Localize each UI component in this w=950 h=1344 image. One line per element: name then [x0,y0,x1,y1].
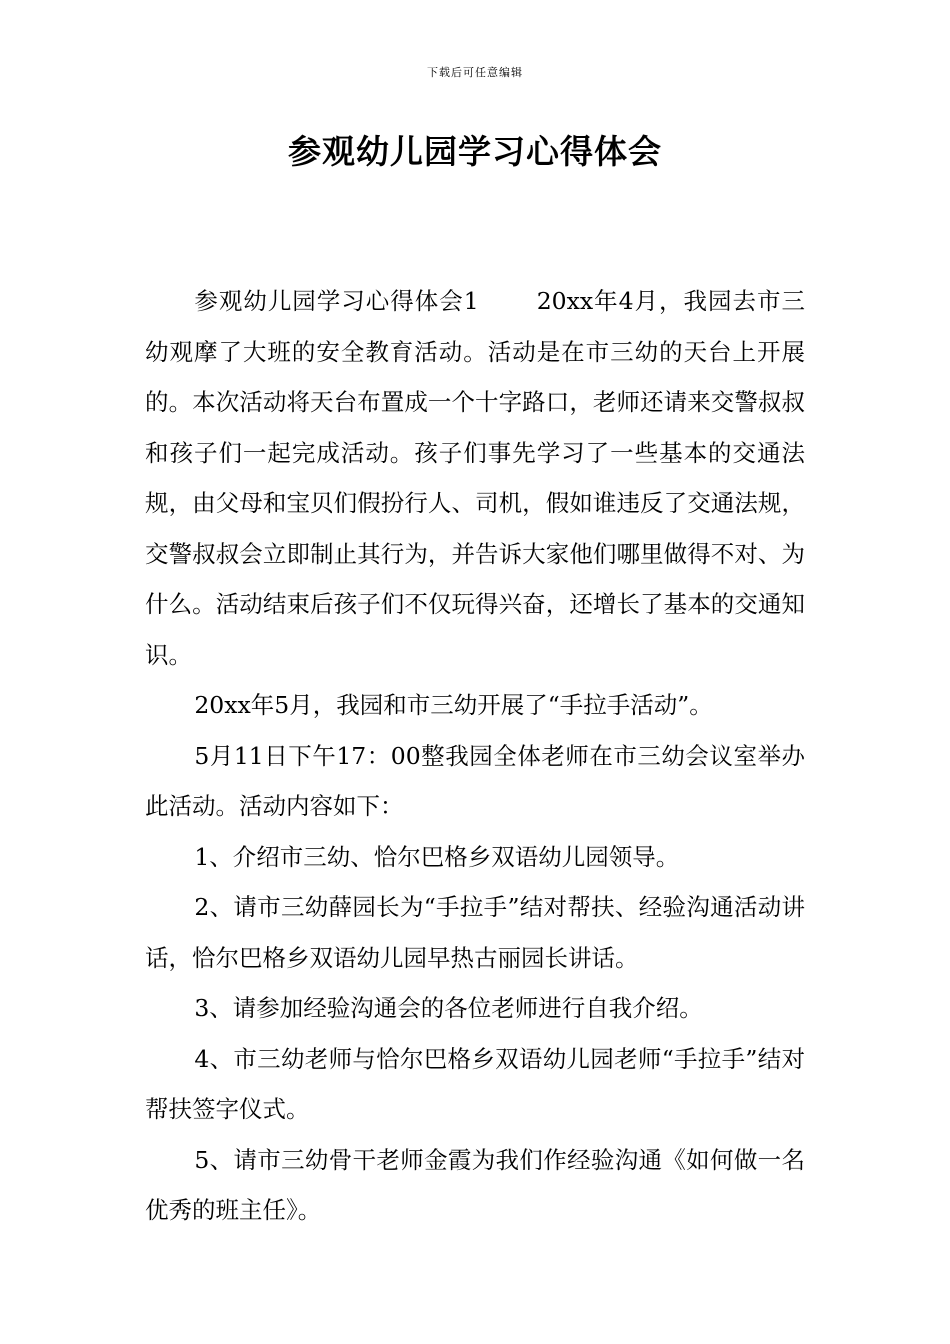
document-title: 参观幼儿园学习心得体会 [288,132,662,171]
paragraph-6: 3、请参加经验沟通会的各位老师进行自我介绍。 [194,994,703,1022]
paragraph-5: 2、请市三幼薛园长为“手拉手”结对帮扶、经验沟通活动讲话，恰尔巴格乡双语幼儿园早热古丽园长讲话。 [145,893,805,972]
paragraph-7: 4、市三幼老师与恰尔巴格乡双语幼儿园老师“手拉手”结对帮扶签字仪式。 [145,1044,805,1123]
paragraph-1-heading: 参观幼儿园学习心得体会1 [194,287,479,315]
paragraph-4: 1、介绍市三幼、恰尔巴格乡双语幼儿园领导。 [194,842,680,871]
paragraph-2: 20xx年5月，我园和市三幼开展了“手拉手活动”。 [194,691,713,719]
header-note: 下载后可任意编辑 [427,66,523,79]
paragraph-3: 5月11日下午17：00整我园全体老师在市三幼会议室举办此活动。活动内容如下： [145,741,805,820]
paragraph-1 [145,276,805,680]
paragraph-8: 5、请市三幼骨干老师金霞为我们作经验沟通《如何做一名优秀的班主任》。 [145,1145,805,1224]
paragraph-1-text: 20xx年4月，我园去市三幼观摩了大班的安全教育活动。活动是在市三幼的天台上开展的。本次活动将天台布置成一个十字路口，老师还请来交警叔叔和孩子们一起完成活动。孩子们事先学习了一些基本的交通法规，由父母和宝贝们假扮行人、司机，假如谁违反了交通法规，交警叔叔会立即制止其行为，并告诉大家他们哪里做得不对、为什么。活动结束后孩子们不仅玩得兴奋，还增长了基本的交通知识。 [145,287,805,669]
document-body [145,276,805,1236]
